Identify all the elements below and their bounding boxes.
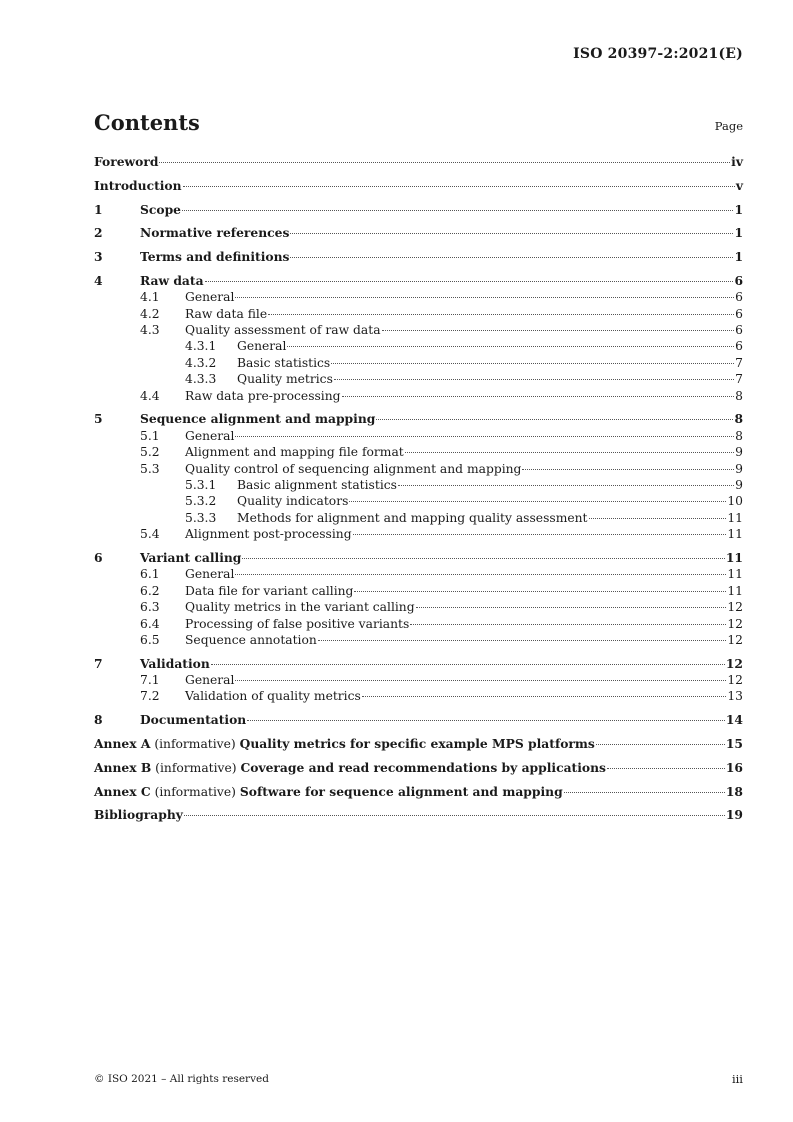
toc-entry-page: 14 <box>725 712 743 728</box>
toc-entry-title <box>237 355 330 371</box>
dot-leader <box>290 257 733 258</box>
toc-entry[interactable] <box>94 428 743 444</box>
toc-entry-title <box>94 178 182 194</box>
toc-entry-title <box>140 550 241 566</box>
toc-entry-page: 6 <box>734 272 743 288</box>
toc-entry-number: 7 <box>94 655 103 671</box>
toc-entry-number: 4.2 <box>140 306 160 321</box>
toc-entry-title <box>237 493 348 509</box>
footer-copyright: © ISO 2021 – All rights reserved <box>94 1073 269 1085</box>
dot-leader <box>349 501 726 502</box>
toc-entry-number: 6.3 <box>140 600 160 615</box>
toc-entry-label: Processing of false positive variants <box>185 616 410 631</box>
toc-entry-label: Raw data pre-processing <box>185 388 341 403</box>
toc-entry-number: 7.1 <box>140 673 160 688</box>
toc-entry-label: Quality metrics for specific example MPS platforms <box>239 736 595 752</box>
toc-entry-label: Sequence alignment and mapping <box>140 411 376 427</box>
toc-entry[interactable] <box>94 784 743 800</box>
toc-entry[interactable] <box>94 411 743 427</box>
toc-entry-label: Normative references <box>140 225 290 241</box>
toc-entry-page: 12 <box>727 632 743 647</box>
toc-entry-number: 6.4 <box>140 616 160 631</box>
toc-entry-page: 15 <box>725 736 743 752</box>
toc-entry-title <box>185 444 404 460</box>
toc-entry-number: 4.3.1 <box>185 339 217 354</box>
toc-entry-label: Coverage and read recommendations by applications <box>240 759 606 775</box>
toc-entry-label: Validation of quality metrics <box>185 689 361 704</box>
toc-entry-title <box>185 289 234 305</box>
toc-entry-label: Raw data <box>140 272 204 288</box>
toc-entry-page: 9 <box>735 461 743 476</box>
toc-entry-label: Scope <box>140 201 181 217</box>
toc-entry-page: 11 <box>727 567 743 582</box>
toc-entry-number: 5.2 <box>140 445 160 460</box>
annex-label: Annex B <box>94 759 152 775</box>
annex-label: Annex C <box>94 783 151 799</box>
dot-leader <box>211 664 725 665</box>
toc-entry-page: 7 <box>735 355 743 370</box>
annex-type: (informative) <box>150 784 240 799</box>
toc-entry-number: 6.1 <box>140 567 160 582</box>
dot-leader <box>205 281 734 282</box>
toc-entry-number: 1 <box>94 201 103 217</box>
toc-entry-title <box>140 249 289 265</box>
toc-entry-number: 4.3.3 <box>185 372 217 387</box>
toc-entry-number: 4.4 <box>140 388 160 403</box>
toc-entry-page: 12 <box>725 655 743 671</box>
toc-entry-number: 2 <box>94 225 103 241</box>
toc-entry-label: Methods for alignment and mapping quality assessment <box>237 510 588 525</box>
toc-entry-page: 16 <box>725 759 743 775</box>
toc-entry[interactable] <box>94 306 743 322</box>
toc-entry-label: Data file for variant calling <box>185 583 354 598</box>
toc-entry-page: 9 <box>735 445 743 460</box>
toc-entry[interactable] <box>94 461 743 477</box>
toc-entry[interactable] <box>94 178 743 194</box>
toc-entry-title <box>237 510 588 526</box>
toc-entry[interactable] <box>94 355 743 371</box>
dot-leader <box>331 363 734 364</box>
toc-entry-label: General <box>185 428 235 443</box>
toc-entry[interactable] <box>94 273 743 289</box>
toc-entry[interactable] <box>94 736 743 752</box>
toc-entry[interactable] <box>94 688 743 704</box>
toc-entry-label: General <box>185 290 235 305</box>
toc-entry[interactable] <box>94 444 743 460</box>
dot-leader <box>247 720 725 721</box>
toc-entry-number: 5 <box>94 411 103 427</box>
toc-entry-label: Quality metrics <box>237 372 333 387</box>
dot-leader <box>607 768 725 769</box>
toc-entry-title <box>185 566 234 582</box>
dot-leader <box>290 233 733 234</box>
dot-leader <box>398 485 734 486</box>
dot-leader <box>235 436 734 437</box>
toc-entry-number: 4.1 <box>140 290 160 305</box>
toc-entry-number: 5.4 <box>140 527 160 542</box>
table-of-contents <box>94 154 743 824</box>
toc-entry-title <box>185 632 317 648</box>
toc-entry-title <box>237 338 286 354</box>
toc-entry-title <box>185 306 267 322</box>
dot-leader <box>235 574 726 575</box>
toc-entry[interactable] <box>94 712 743 728</box>
toc-entry-label: Bibliography <box>94 807 183 823</box>
toc-entry-title <box>185 616 409 632</box>
toc-entry[interactable] <box>94 371 743 387</box>
toc-entry-number: 8 <box>94 712 103 728</box>
toc-entry-number: 4.3 <box>140 323 160 338</box>
toc-entry[interactable] <box>94 477 743 493</box>
dot-leader <box>564 792 725 793</box>
toc-entry-label: Quality assessment of raw data <box>185 323 381 338</box>
toc-entry[interactable] <box>94 550 743 566</box>
toc-entry-label: General <box>185 567 235 582</box>
toc-entry-page: iv <box>731 154 743 169</box>
toc-entry-page: 6 <box>735 339 743 354</box>
toc-entry-page: 6 <box>735 290 743 305</box>
toc-entry-label: Quality indicators <box>237 494 349 509</box>
dot-leader <box>376 419 733 420</box>
toc-entry-page: 9 <box>735 477 743 492</box>
annex-type: (informative) <box>151 760 241 775</box>
toc-entry-title <box>94 736 595 752</box>
dot-leader <box>235 297 734 298</box>
toc-entry[interactable] <box>94 154 743 170</box>
toc-entry-title <box>237 477 397 493</box>
toc-entry-page: 8 <box>735 428 743 443</box>
toc-entry-title <box>185 388 341 404</box>
toc-entry[interactable] <box>94 672 743 688</box>
toc-entry-number: 6.2 <box>140 583 160 598</box>
toc-entry-page: v <box>735 177 743 193</box>
toc-entry-label: Basic statistics <box>237 355 331 370</box>
toc-entry-title <box>94 807 183 823</box>
toc-entry-page: 1 <box>734 225 743 241</box>
toc-entry[interactable] <box>94 225 743 241</box>
page-column-label: Page <box>714 119 743 133</box>
toc-entry-label: Alignment and mapping file format <box>185 445 404 460</box>
toc-entry-label: Alignment post-processing <box>185 527 352 542</box>
toc-entry-label: Foreword <box>94 154 159 169</box>
toc-entry-title <box>140 656 210 672</box>
toc-entry-page: 10 <box>727 494 743 509</box>
toc-entry-number: 5.3.1 <box>185 477 217 492</box>
dot-leader <box>410 624 726 625</box>
dot-leader <box>235 680 726 681</box>
page-title: Contents <box>94 110 200 135</box>
toc-entry-title <box>185 526 352 542</box>
toc-entry[interactable] <box>94 510 743 526</box>
toc-entry-title <box>185 583 353 599</box>
dot-leader <box>522 469 734 470</box>
toc-entry-title <box>140 712 246 728</box>
dot-leader <box>268 314 734 315</box>
dot-leader <box>184 815 725 816</box>
dot-leader <box>354 591 726 592</box>
toc-entry-label: Validation <box>140 655 210 671</box>
toc-entry[interactable] <box>94 566 743 582</box>
toc-entry-page: 6 <box>735 306 743 321</box>
toc-entry-title <box>94 760 606 776</box>
dot-leader <box>334 379 734 380</box>
toc-entry-label: General <box>185 673 235 688</box>
toc-entry-title <box>185 461 521 477</box>
toc-entry-number: 5.1 <box>140 428 160 443</box>
toc-entry-page: 19 <box>725 807 743 823</box>
toc-entry[interactable] <box>94 583 743 599</box>
toc-entry[interactable] <box>94 599 743 615</box>
dot-leader <box>596 744 725 745</box>
toc-entry-title <box>94 154 158 170</box>
dot-leader <box>405 452 734 453</box>
toc-entry-page: 12 <box>727 673 743 688</box>
dot-leader <box>159 162 730 163</box>
toc-entry-label: Raw data file <box>185 306 268 321</box>
toc-entry-number: 6.5 <box>140 632 160 647</box>
toc-entry-page: 1 <box>734 249 743 265</box>
toc-entry-label: Documentation <box>140 712 247 728</box>
toc-entry-title <box>140 202 181 218</box>
toc-entry-title <box>140 273 204 289</box>
toc-entry[interactable] <box>94 807 743 823</box>
toc-entry-page: 7 <box>735 372 743 387</box>
toc-entry-label: Variant calling <box>140 549 242 565</box>
toc-entry[interactable] <box>94 632 743 648</box>
toc-entry-page: 8 <box>734 411 743 427</box>
toc-entry-title <box>94 784 563 800</box>
toc-entry-page: 12 <box>727 600 743 615</box>
toc-entry-title <box>185 428 234 444</box>
toc-entry[interactable] <box>94 656 743 672</box>
dot-leader <box>382 330 735 331</box>
toc-entry[interactable] <box>94 249 743 265</box>
dot-leader <box>287 346 734 347</box>
toc-entry-number: 7.2 <box>140 689 160 704</box>
dot-leader <box>353 534 727 535</box>
toc-entry-label: Introduction <box>94 177 182 193</box>
toc-entry-label: General <box>237 339 287 354</box>
toc-entry-title <box>140 225 289 241</box>
toc-entry-title <box>185 322 381 338</box>
toc-entry-number: 3 <box>94 249 103 265</box>
toc-entry-page: 1 <box>734 201 743 217</box>
toc-entry-label: Quality metrics in the variant calling <box>185 600 415 615</box>
footer-page-number: iii <box>731 1072 743 1086</box>
toc-entry-number: 4.3.2 <box>185 355 217 370</box>
toc-entry[interactable] <box>94 289 743 305</box>
dot-leader <box>182 210 733 211</box>
toc-entry-page: 8 <box>735 388 743 403</box>
toc-entry[interactable] <box>94 202 743 218</box>
annex-label: Annex A <box>94 736 151 752</box>
toc-entry[interactable] <box>94 322 743 338</box>
toc-entry-page: 13 <box>727 689 743 704</box>
toc-entry-title <box>185 672 234 688</box>
dot-leader <box>416 607 727 608</box>
annex-type: (informative) <box>150 737 240 752</box>
toc-entry-page: 11 <box>727 527 743 542</box>
toc-entry[interactable] <box>94 616 743 632</box>
toc-entry-label: Sequence annotation <box>185 632 317 647</box>
toc-entry-label: Terms and definitions <box>140 249 290 265</box>
dot-leader <box>183 186 735 187</box>
toc-entry-number: 5.3 <box>140 461 160 476</box>
toc-entry-number: 4 <box>94 272 103 288</box>
toc-entry-title <box>140 411 375 427</box>
toc-entry-title <box>185 599 415 615</box>
toc-entry-page: 11 <box>725 549 743 565</box>
toc-entry-label: Basic alignment statistics <box>237 477 397 492</box>
toc-entry[interactable] <box>94 388 743 404</box>
toc-entry-page: 11 <box>727 510 743 525</box>
toc-entry-number: 5.3.3 <box>185 510 217 525</box>
toc-entry-number: 5.3.2 <box>185 494 217 509</box>
toc-entry-title <box>237 371 333 387</box>
toc-entry-page: 12 <box>727 616 743 631</box>
dot-leader <box>242 558 724 559</box>
toc-entry-label: Software for sequence alignment and mapping <box>239 783 563 799</box>
toc-entry[interactable] <box>94 526 743 542</box>
toc-entry-page: 18 <box>725 783 743 799</box>
toc-entry-title <box>185 688 361 704</box>
toc-entry[interactable] <box>94 760 743 776</box>
toc-entry-number: 6 <box>94 549 103 565</box>
dot-leader <box>589 518 727 519</box>
document-header-ref: ISO 20397-2:2021(E) <box>573 46 743 62</box>
toc-entry[interactable] <box>94 493 743 509</box>
toc-entry-page: 6 <box>735 323 743 338</box>
toc-entry-label: Quality control of sequencing alignment and mapping <box>185 461 522 476</box>
dot-leader <box>342 396 735 397</box>
toc-entry[interactable] <box>94 338 743 354</box>
dot-leader <box>362 696 727 697</box>
dot-leader <box>318 640 727 641</box>
toc-entry-page: 11 <box>727 583 743 598</box>
